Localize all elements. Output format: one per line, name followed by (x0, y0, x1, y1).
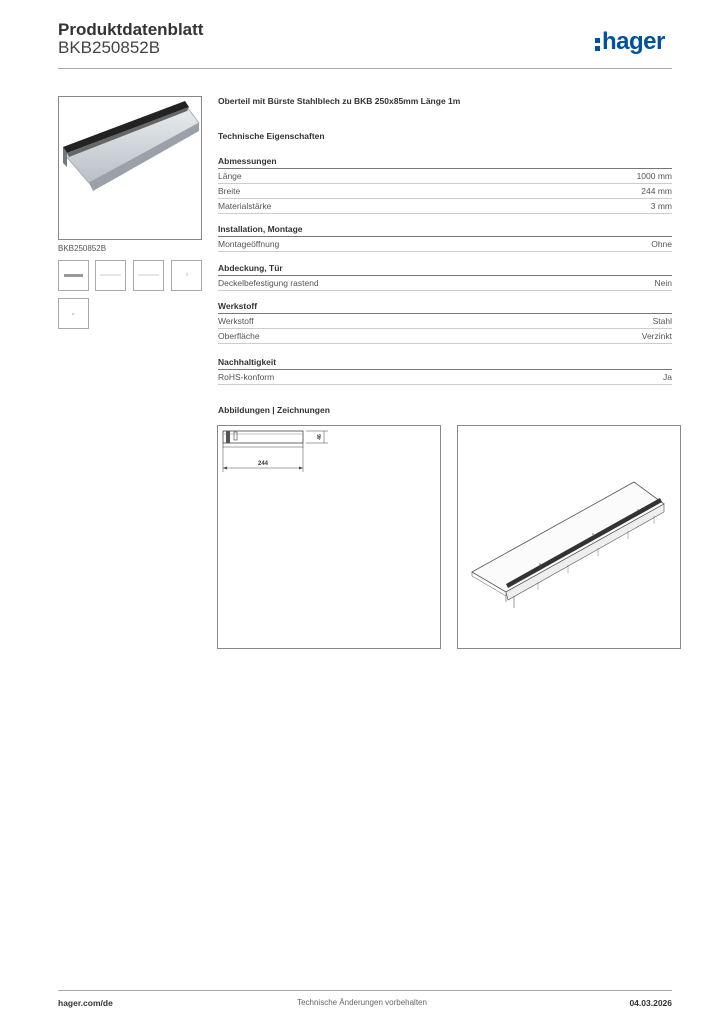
thumbnail-5[interactable] (58, 298, 89, 329)
property-row (218, 329, 672, 344)
hager-logo (595, 27, 665, 57)
thumbnail-drawing-icon (134, 261, 163, 290)
section-cover (218, 261, 672, 291)
figures-heading: Abbildungen | Zeichnungen (218, 405, 330, 415)
section-title: Nachhaltigkeit (218, 355, 672, 370)
section-sustainability (218, 355, 672, 385)
section-material (218, 299, 672, 344)
section-title: Werkstoff (218, 299, 672, 314)
property-row (218, 199, 672, 214)
property-row (218, 370, 672, 385)
height-dimension-label: 46 (317, 434, 323, 440)
main-image-caption: BKB250852B (58, 244, 107, 253)
document-title: Produktdatenblatt (58, 20, 204, 39)
footer-divider (58, 990, 672, 991)
property-value: 3 mm (650, 201, 672, 211)
footer-disclaimer: Technische Änderungen vorbehalten (297, 998, 427, 1007)
logo-wordmark: hager (602, 28, 665, 55)
section-dimensions (218, 154, 672, 214)
property-value: Ja (663, 372, 672, 382)
isometric-drawing[interactable] (457, 425, 681, 649)
property-row (218, 314, 672, 329)
section-title: Abdeckung, Tür (218, 261, 672, 276)
footer-date: 04.03.2026 (629, 998, 672, 1008)
technical-properties-heading: Technische Eigenschaften (218, 131, 325, 141)
property-value: Ohne (651, 239, 672, 249)
property-label: Werkstoff (218, 316, 254, 326)
property-row (218, 184, 672, 199)
thumbnail-photo-icon (59, 261, 88, 290)
thumbnail-1[interactable] (58, 260, 89, 291)
property-label: Länge (218, 171, 242, 181)
logo-dots-icon (595, 38, 600, 51)
property-row (218, 237, 672, 252)
section-title: Installation, Montage (218, 222, 672, 237)
property-value: 244 mm (641, 186, 672, 196)
property-label: Materialstärke (218, 201, 272, 211)
thumbnail-drawing-icon (59, 299, 88, 328)
thumbnail-3[interactable] (133, 260, 164, 291)
property-value: Stahl (652, 316, 672, 326)
thumbnail-drawing-icon (172, 261, 201, 290)
width-dimension-label: 244 (257, 461, 269, 467)
article-number: BKB250852B (58, 38, 161, 57)
cross-section-drawing-icon (218, 426, 440, 648)
property-label: Oberfläche (218, 331, 260, 341)
property-row (218, 169, 672, 184)
product-main-image[interactable] (58, 96, 202, 240)
thumbnail-2[interactable] (95, 260, 126, 291)
property-label: RoHS-konform (218, 372, 275, 382)
property-value: Nein (654, 278, 672, 288)
dimension-drawing[interactable] (217, 425, 441, 649)
header-divider (58, 68, 672, 69)
property-label: Deckelbefestigung rastend (218, 278, 319, 288)
property-row (218, 276, 672, 291)
thumbnail-drawing-icon (96, 261, 125, 290)
product-description: Oberteil mit Bürste Stahlblech zu BKB 250x85mm Länge 1m (218, 96, 461, 106)
property-label: Montageöffnung (218, 239, 280, 249)
section-title: Abmessungen (218, 154, 672, 169)
footer-website-link[interactable]: hager.com/de (58, 998, 113, 1008)
section-installation (218, 222, 672, 252)
isometric-cover-drawing-icon (458, 426, 680, 648)
property-label: Breite (218, 186, 241, 196)
thumbnail-4[interactable] (171, 260, 202, 291)
property-value: Verzinkt (641, 331, 672, 341)
cover-plate-photo-icon (59, 97, 201, 239)
property-value: 1000 mm (636, 171, 672, 181)
